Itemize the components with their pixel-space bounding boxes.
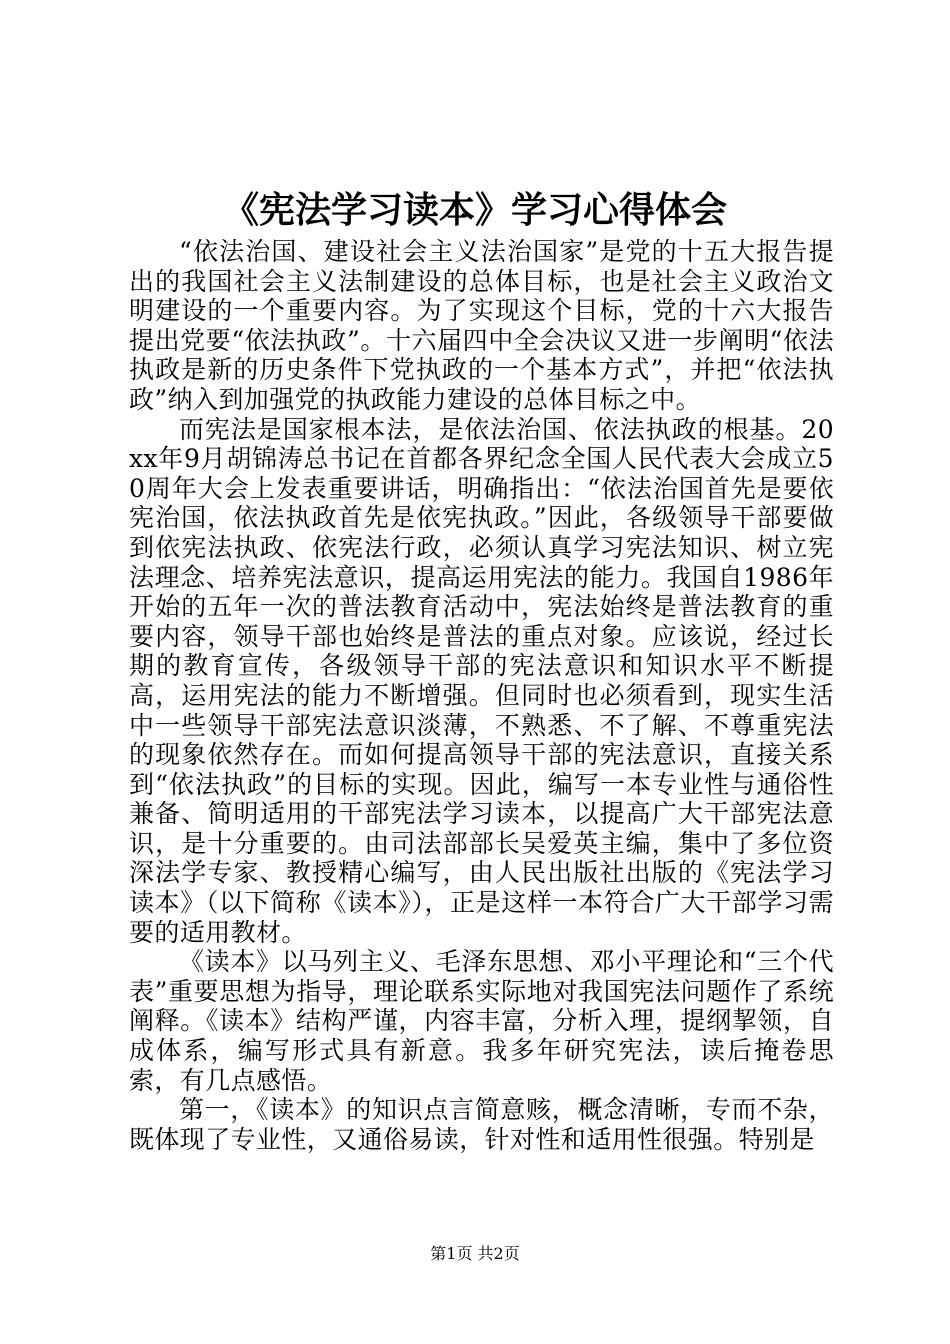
document-body <box>129 237 834 1154</box>
document-title: 《宪法学习读本》学习心得体会 <box>222 189 727 231</box>
paragraph-3: 《读本》以马列主义、毛泽东思想、邓小平理论和“三个代表”重要思想为指导，理论联系实际地对我国宪法问题作了系统阐释。《读本》结构严谨，内容丰富，分析入理，提纲挈领，自成体系，编写形式具有新意。我多年研究宪法，读后掩卷思索，有几点感悟。 <box>129 947 834 1095</box>
paragraph-2: 而宪法是国家根本法，是依法治国、依法执政的根基。20xx年9月胡锦涛总书记在首都各界纪念全国人民代表大会成立50周年大会上发表重要讲话，明确指出：“依法治国首先是要依宪治国，依法执政首先是依宪执政。”因此，各级领导干部要做到依宪法执政、依宪法行政，必须认真学习宪法知识、树立宪法理念、培养宪法意识，提高运用宪法的能力。我国自1986年开始的五年一次的普法教育活动中，宪法始终是普法教育的重要内容，领导干部也始终是普法的重点对象。应该说，经过长期的教育宣传，各级领导干部的宪法意识和知识水平不断提高，运用宪法的能力不断增强。但同时也必须看到，现实生活中一些领导干部宪法意识淡薄，不熟悉、不了解、不尊重宪法的现象依然存在。而如何提高领导干部的宪法意识，直接关系到“依法执政”的目标的实现。因此，编写一本专业性与通俗性兼备、简明适用的干部宪法学习读本，以提高广大干部宪法意识，是十分重要的。由司法部部长吴爱英主编，集中了多位资深法学专家、教授精心编写，由人民出版社出版的《宪法学习读本》（以下简称《读本》），正是这样一本符合广大干部学习需要的适用教材。 <box>129 414 834 947</box>
page-number-footer: 第1页 共2页 <box>430 1244 520 1263</box>
paragraph-1: “依法治国、建设社会主义法治国家”是党的十五大报告提出的我国社会主义法制建设的总体目标，也是社会主义政治文明建设的一个重要内容。为了实现这个目标，党的十六大报告提出党要“依法执政”。十六届四中全会决议又进一步阐明“依法执政是新的历史条件下党执政的一个基本方式”，并把“依法执政”纳入到加强党的执政能力建设的总体目标之中。 <box>129 237 834 414</box>
paragraph-4: 第一，《读本》的知识点言简意赅，概念清晰，专而不杂，既体现了专业性，又通俗易读，针对性和适用性很强。特别是 <box>129 1095 834 1154</box>
